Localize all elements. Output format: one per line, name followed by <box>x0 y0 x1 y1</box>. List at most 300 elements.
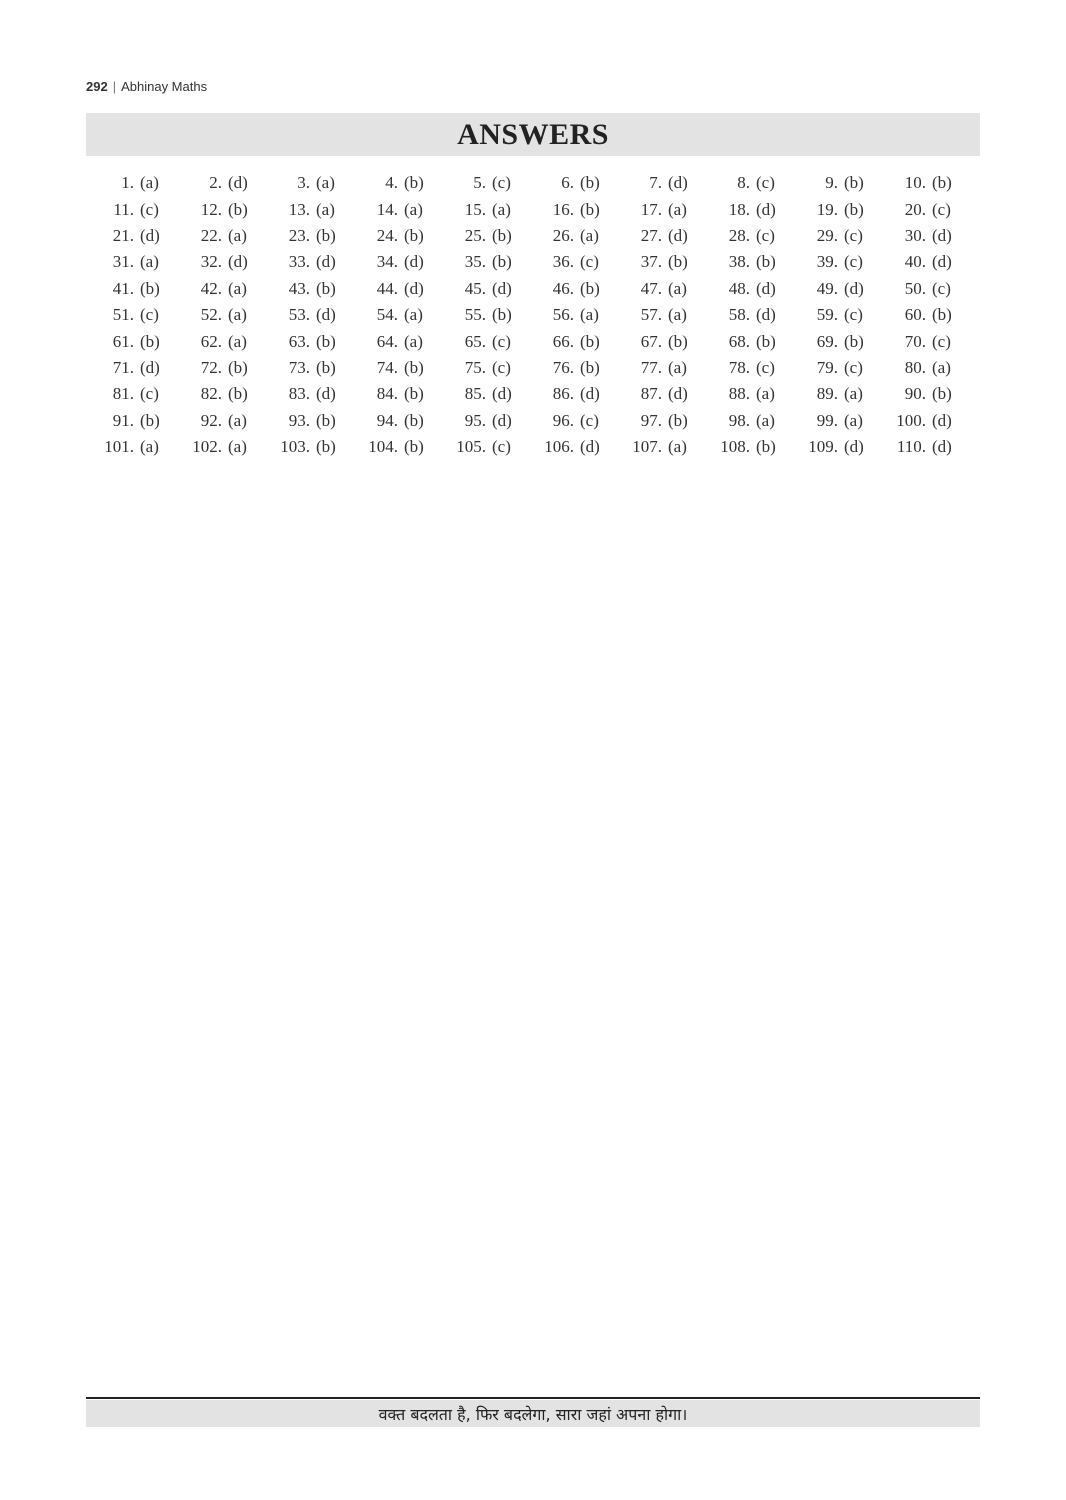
answer-item <box>174 196 262 222</box>
answer-item <box>262 434 350 460</box>
answer-item <box>438 276 526 302</box>
answer-item <box>350 328 438 354</box>
question-number: 80. <box>904 357 926 377</box>
answer-option: (b) <box>228 199 248 219</box>
answer-item <box>790 355 878 381</box>
question-number: 108. <box>720 437 750 457</box>
answer-item <box>438 381 526 407</box>
question-number: 22. <box>200 225 222 245</box>
question-number: 86. <box>552 384 574 404</box>
answer-item <box>702 170 790 196</box>
answer-option: (a) <box>228 305 247 325</box>
answer-option: (d) <box>580 384 600 404</box>
question-number: 1. <box>121 173 134 193</box>
answer-item <box>86 223 174 249</box>
answer-item <box>878 170 966 196</box>
answer-option: (b) <box>844 331 864 351</box>
answer-option: (b) <box>404 357 424 377</box>
question-number: 14. <box>376 199 398 219</box>
answer-item <box>614 170 702 196</box>
question-number: 98. <box>728 410 750 430</box>
answer-item <box>350 302 438 328</box>
answer-item <box>350 381 438 407</box>
answer-item <box>790 170 878 196</box>
question-number: 60. <box>904 305 926 325</box>
question-number: 17. <box>640 199 662 219</box>
question-number: 33. <box>288 252 310 272</box>
answer-option: (a) <box>316 173 335 193</box>
answer-item <box>174 223 262 249</box>
answer-option: (c) <box>492 357 511 377</box>
answer-item <box>790 223 878 249</box>
question-number: 79. <box>816 357 838 377</box>
answer-option: (a) <box>404 331 423 351</box>
answer-item <box>350 355 438 381</box>
answer-option: (b) <box>668 331 688 351</box>
answer-item <box>526 170 614 196</box>
answer-option: (b) <box>316 331 336 351</box>
answer-option: (b) <box>580 278 600 298</box>
answer-item <box>174 434 262 460</box>
question-number: 30. <box>904 225 926 245</box>
answer-option: (d) <box>844 437 864 457</box>
answer-option: (d) <box>316 305 336 325</box>
answer-item <box>878 302 966 328</box>
answer-item <box>86 249 174 275</box>
answer-option: (c) <box>932 199 951 219</box>
answer-option: (c) <box>844 357 863 377</box>
answer-item <box>526 381 614 407</box>
answer-item <box>438 170 526 196</box>
answer-option: (a) <box>492 199 511 219</box>
answer-option: (a) <box>580 225 599 245</box>
answer-option: (b) <box>228 384 248 404</box>
answer-option: (b) <box>932 305 952 325</box>
question-number: 13. <box>288 199 310 219</box>
question-number: 52. <box>200 305 222 325</box>
answer-option: (a) <box>228 410 247 430</box>
answer-option: (b) <box>316 278 336 298</box>
question-number: 32. <box>200 252 222 272</box>
answer-item <box>526 249 614 275</box>
footer-motto: वक्त बदलता है, फिर बदलेगा, सारा जहां अपना होगा। <box>378 1404 688 1424</box>
question-number: 101. <box>104 437 134 457</box>
question-number: 12. <box>200 199 222 219</box>
answer-option: (d) <box>492 410 512 430</box>
answer-item <box>262 276 350 302</box>
answer-item <box>438 196 526 222</box>
answer-option: (d) <box>492 384 512 404</box>
question-number: 40. <box>904 252 926 272</box>
answer-option: (c) <box>140 384 159 404</box>
answer-option: (d) <box>844 278 864 298</box>
answer-option: (b) <box>492 305 512 325</box>
question-number: 47. <box>640 278 662 298</box>
answer-item <box>438 408 526 434</box>
answer-option: (c) <box>580 410 599 430</box>
answer-option: (a) <box>932 357 951 377</box>
answer-item <box>702 302 790 328</box>
answer-option: (b) <box>580 331 600 351</box>
answer-option: (d) <box>932 410 952 430</box>
question-number: 4. <box>385 173 398 193</box>
question-number: 19. <box>816 199 838 219</box>
question-number: 58. <box>728 305 750 325</box>
answer-item <box>86 196 174 222</box>
question-number: 71. <box>112 357 134 377</box>
answer-option: (b) <box>492 225 512 245</box>
question-number: 43. <box>288 278 310 298</box>
question-number: 64. <box>376 331 398 351</box>
question-number: 78. <box>728 357 750 377</box>
answer-item <box>262 302 350 328</box>
answer-item <box>86 276 174 302</box>
answer-option: (c) <box>756 225 775 245</box>
answer-option: (d) <box>668 173 688 193</box>
answer-item <box>790 328 878 354</box>
answer-option: (c) <box>492 437 511 457</box>
answer-option: (a) <box>228 437 247 457</box>
answer-item <box>702 328 790 354</box>
page-number: 292 <box>86 79 108 94</box>
answer-item <box>878 328 966 354</box>
question-number: 25. <box>464 225 486 245</box>
answer-option: (d) <box>404 278 424 298</box>
answer-item <box>526 408 614 434</box>
question-number: 8. <box>737 173 750 193</box>
answer-item <box>350 276 438 302</box>
answer-option: (d) <box>756 278 776 298</box>
question-number: 51. <box>112 305 134 325</box>
answer-item <box>878 276 966 302</box>
answer-item <box>878 249 966 275</box>
page-header <box>86 79 207 94</box>
answer-item <box>86 408 174 434</box>
question-number: 63. <box>288 331 310 351</box>
question-number: 70. <box>904 331 926 351</box>
answer-item <box>614 276 702 302</box>
question-number: 10. <box>904 173 926 193</box>
question-number: 92. <box>200 410 222 430</box>
answer-item <box>614 302 702 328</box>
question-number: 102. <box>192 437 222 457</box>
answer-item <box>702 381 790 407</box>
section-title: ANSWERS <box>457 117 609 151</box>
question-number: 57. <box>640 305 662 325</box>
answer-option: (d) <box>316 252 336 272</box>
answer-item <box>878 223 966 249</box>
question-number: 106. <box>544 437 574 457</box>
answer-option: (b) <box>668 252 688 272</box>
question-number: 62. <box>200 331 222 351</box>
answer-option: (c) <box>492 331 511 351</box>
answer-option: (d) <box>756 305 776 325</box>
question-number: 35. <box>464 252 486 272</box>
answer-item <box>262 196 350 222</box>
question-number: 37. <box>640 252 662 272</box>
question-number: 77. <box>640 357 662 377</box>
question-number: 28. <box>728 225 750 245</box>
answer-option: (d) <box>668 384 688 404</box>
answer-item <box>174 328 262 354</box>
header-separator: | <box>112 79 117 94</box>
answer-option: (c) <box>844 225 863 245</box>
answer-option: (c) <box>932 331 951 351</box>
answer-option: (a) <box>668 199 687 219</box>
answer-item <box>790 249 878 275</box>
question-number: 42. <box>200 278 222 298</box>
answer-option: (b) <box>580 357 600 377</box>
answer-option: (b) <box>756 252 776 272</box>
question-number: 27. <box>640 225 662 245</box>
question-number: 67. <box>640 331 662 351</box>
answer-item <box>262 355 350 381</box>
answer-option: (b) <box>932 384 952 404</box>
answer-option: (b) <box>316 410 336 430</box>
answer-option: (a) <box>404 199 423 219</box>
question-number: 72. <box>200 357 222 377</box>
question-number: 46. <box>552 278 574 298</box>
answer-item <box>86 328 174 354</box>
question-number: 100. <box>896 410 926 430</box>
question-number: 38. <box>728 252 750 272</box>
question-number: 76. <box>552 357 574 377</box>
question-number: 85. <box>464 384 486 404</box>
question-number: 90. <box>904 384 926 404</box>
answer-option: (b) <box>140 331 160 351</box>
question-number: 18. <box>728 199 750 219</box>
answer-item <box>350 170 438 196</box>
question-number: 84. <box>376 384 398 404</box>
answer-item <box>438 302 526 328</box>
answer-option: (a) <box>756 384 775 404</box>
answer-option: (b) <box>228 357 248 377</box>
question-number: 56. <box>552 305 574 325</box>
question-number: 45. <box>464 278 486 298</box>
answer-item <box>262 381 350 407</box>
question-number: 6. <box>561 173 574 193</box>
answer-item <box>614 355 702 381</box>
question-number: 2. <box>209 173 222 193</box>
answer-option: (a) <box>228 225 247 245</box>
answer-item <box>702 196 790 222</box>
answer-option: (d) <box>932 225 952 245</box>
answer-item <box>878 434 966 460</box>
question-number: 11. <box>113 199 134 219</box>
answer-option: (b) <box>492 252 512 272</box>
question-number: 88. <box>728 384 750 404</box>
answer-option: (c) <box>844 305 863 325</box>
answer-option: (a) <box>404 305 423 325</box>
answer-option: (d) <box>140 357 160 377</box>
answer-option: (d) <box>756 199 776 219</box>
answer-option: (c) <box>756 173 775 193</box>
answer-item <box>878 381 966 407</box>
answer-option: (a) <box>668 278 687 298</box>
question-number: 103. <box>280 437 310 457</box>
question-number: 53. <box>288 305 310 325</box>
question-number: 54. <box>376 305 398 325</box>
answer-item <box>350 408 438 434</box>
answer-option: (a) <box>580 305 599 325</box>
question-number: 3. <box>297 173 310 193</box>
question-number: 9. <box>825 173 838 193</box>
answer-option: (b) <box>844 173 864 193</box>
answer-option: (a) <box>844 384 863 404</box>
question-number: 105. <box>456 437 486 457</box>
answer-option: (b) <box>316 225 336 245</box>
question-number: 107. <box>632 437 662 457</box>
answer-item <box>262 223 350 249</box>
answer-option: (d) <box>316 384 336 404</box>
question-number: 75. <box>464 357 486 377</box>
answer-option: (b) <box>580 199 600 219</box>
question-number: 93. <box>288 410 310 430</box>
answer-item <box>174 302 262 328</box>
answer-item <box>790 434 878 460</box>
answer-item <box>790 381 878 407</box>
answer-option: (c) <box>492 173 511 193</box>
question-number: 41. <box>112 278 134 298</box>
question-number: 87. <box>640 384 662 404</box>
question-number: 48. <box>728 278 750 298</box>
answer-option: (a) <box>668 357 687 377</box>
question-number: 24. <box>376 225 398 245</box>
question-number: 99. <box>816 410 838 430</box>
answer-option: (b) <box>404 384 424 404</box>
answer-item <box>526 196 614 222</box>
answer-item <box>526 302 614 328</box>
answer-item <box>702 408 790 434</box>
question-number: 7. <box>649 173 662 193</box>
answer-option: (b) <box>580 173 600 193</box>
answer-option: (d) <box>228 173 248 193</box>
answer-option: (c) <box>140 199 159 219</box>
answer-item <box>526 355 614 381</box>
answer-option: (d) <box>228 252 248 272</box>
question-number: 91. <box>112 410 134 430</box>
answer-option: (d) <box>404 252 424 272</box>
answer-item <box>526 276 614 302</box>
answer-option: (b) <box>140 278 160 298</box>
footer-divider <box>86 1397 980 1399</box>
answer-item <box>614 328 702 354</box>
question-number: 94. <box>376 410 398 430</box>
question-number: 69. <box>816 331 838 351</box>
question-number: 61. <box>112 331 134 351</box>
answer-item <box>86 355 174 381</box>
answer-item <box>174 249 262 275</box>
answer-item <box>350 434 438 460</box>
answer-item <box>614 196 702 222</box>
answer-item <box>614 249 702 275</box>
answer-option: (b) <box>844 199 864 219</box>
answer-item <box>526 223 614 249</box>
answer-item <box>262 249 350 275</box>
answer-item <box>262 408 350 434</box>
answer-item <box>790 302 878 328</box>
answer-item <box>614 381 702 407</box>
question-number: 26. <box>552 225 574 245</box>
answer-item <box>86 434 174 460</box>
answer-option: (a) <box>140 252 159 272</box>
answer-item <box>86 302 174 328</box>
answer-option: (b) <box>404 437 424 457</box>
answer-option: (d) <box>932 437 952 457</box>
answer-item <box>438 249 526 275</box>
question-number: 5. <box>473 173 486 193</box>
answer-option: (b) <box>140 410 160 430</box>
question-number: 82. <box>200 384 222 404</box>
answer-item <box>702 355 790 381</box>
answer-option: (d) <box>140 225 160 245</box>
question-number: 15. <box>464 199 486 219</box>
question-number: 34. <box>376 252 398 272</box>
answer-option: (b) <box>404 173 424 193</box>
question-number: 89. <box>816 384 838 404</box>
question-number: 68. <box>728 331 750 351</box>
question-number: 109. <box>808 437 838 457</box>
answer-item <box>174 408 262 434</box>
answer-item <box>174 170 262 196</box>
answer-option: (b) <box>316 437 336 457</box>
answer-option: (a) <box>316 199 335 219</box>
question-number: 49. <box>816 278 838 298</box>
answer-item <box>526 328 614 354</box>
answer-option: (c) <box>756 357 775 377</box>
question-number: 74. <box>376 357 398 377</box>
answer-option: (a) <box>140 437 159 457</box>
answer-option: (d) <box>580 437 600 457</box>
answer-option: (a) <box>140 173 159 193</box>
answers-banner <box>86 113 980 156</box>
question-number: 39. <box>816 252 838 272</box>
answer-item <box>438 434 526 460</box>
question-number: 59. <box>816 305 838 325</box>
answer-item <box>438 328 526 354</box>
question-number: 36. <box>552 252 574 272</box>
answer-item <box>262 170 350 196</box>
question-number: 104. <box>368 437 398 457</box>
answer-item <box>702 276 790 302</box>
answer-item <box>174 276 262 302</box>
answer-option: (b) <box>316 357 336 377</box>
answer-option: (b) <box>932 173 952 193</box>
answer-option: (b) <box>404 410 424 430</box>
answer-item <box>350 196 438 222</box>
answer-item <box>262 328 350 354</box>
question-number: 50. <box>904 278 926 298</box>
question-number: 55. <box>464 305 486 325</box>
question-number: 23. <box>288 225 310 245</box>
footer-band <box>86 1400 980 1427</box>
answer-item <box>350 223 438 249</box>
answer-item <box>790 408 878 434</box>
answer-option: (a) <box>228 331 247 351</box>
answer-item <box>878 408 966 434</box>
answer-item <box>526 434 614 460</box>
answer-option: (b) <box>756 437 776 457</box>
answer-option: (c) <box>932 278 951 298</box>
answer-item <box>614 408 702 434</box>
question-number: 20. <box>904 199 926 219</box>
question-number: 31. <box>112 252 134 272</box>
answer-option: (b) <box>756 331 776 351</box>
answer-option: (d) <box>932 252 952 272</box>
answer-option: (a) <box>228 278 247 298</box>
answer-item <box>438 223 526 249</box>
question-number: 21. <box>112 225 134 245</box>
